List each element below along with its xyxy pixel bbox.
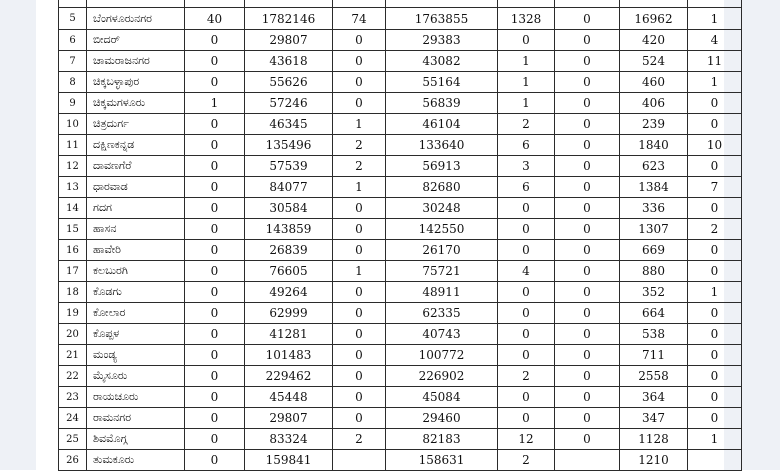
value-cell-4: 29383 xyxy=(386,30,498,51)
table-row xyxy=(59,324,742,345)
value-cell-2: 57246 xyxy=(245,93,333,114)
value-cell-4: 158631 xyxy=(386,450,498,471)
district-name-cell: ಚಿಕ್ಕಬಳ್ಳಾಪುರ xyxy=(87,72,185,93)
value-cell-7: 352 xyxy=(620,282,688,303)
serial-number-cell: 5 xyxy=(59,8,87,30)
viewer-background-left xyxy=(0,0,36,470)
value-cell-1: 0 xyxy=(185,219,245,240)
value-cell-2: 62999 xyxy=(245,303,333,324)
table-row xyxy=(59,387,742,408)
value-cell-7: 336 xyxy=(620,198,688,219)
value-cell-8: 0 xyxy=(688,324,742,345)
value-cell-7: 347 xyxy=(620,408,688,429)
value-cell-1 xyxy=(185,0,245,8)
value-cell-7: 538 xyxy=(620,324,688,345)
value-cell-5: 2 xyxy=(498,366,555,387)
value-cell-1: 0 xyxy=(185,345,245,366)
table-row xyxy=(59,303,742,324)
value-cell-5: 1 xyxy=(498,93,555,114)
district-name-cell: ಮಂಡ್ಯ xyxy=(87,345,185,366)
serial-number-cell: 8 xyxy=(59,72,87,93)
value-cell-7: 1307 xyxy=(620,219,688,240)
value-cell-3: 0 xyxy=(333,93,386,114)
value-cell-1: 0 xyxy=(185,51,245,72)
value-cell-3: 0 xyxy=(333,198,386,219)
value-cell-8: 0 xyxy=(688,387,742,408)
district-name-cell: ಚಿಕ್ಕಮಗಳೂರು xyxy=(87,93,185,114)
district-name-cell: ರಾಯಚೂರು xyxy=(87,387,185,408)
value-cell-8: 1 xyxy=(688,8,742,30)
value-cell-1: 0 xyxy=(185,387,245,408)
district-name-cell: ಹಾವೇರಿ xyxy=(87,240,185,261)
value-cell-4: 1763855 xyxy=(386,8,498,30)
value-cell-8: 0 xyxy=(688,303,742,324)
value-cell-3: 0 xyxy=(333,72,386,93)
value-cell-6: 0 xyxy=(555,30,620,51)
value-cell-6: 0 xyxy=(555,324,620,345)
serial-number-cell: 9 xyxy=(59,93,87,114)
value-cell-3: 2 xyxy=(333,429,386,450)
district-name-cell: ಬೆಂಗಳೂರುನಗರ xyxy=(87,8,185,30)
value-cell-2: 1782146 xyxy=(245,8,333,30)
value-cell-3: 0 xyxy=(333,408,386,429)
value-cell-8: 2 xyxy=(688,219,742,240)
value-cell-4: 45084 xyxy=(386,387,498,408)
table-row xyxy=(59,219,742,240)
serial-number-cell: 14 xyxy=(59,198,87,219)
value-cell-5: 0 xyxy=(498,219,555,240)
district-name-cell xyxy=(87,0,185,8)
value-cell-3: 2 xyxy=(333,156,386,177)
value-cell-6: 0 xyxy=(555,114,620,135)
district-name-cell: ಬೀದರ್ xyxy=(87,30,185,51)
value-cell-2 xyxy=(245,0,333,8)
value-cell-8: 0 xyxy=(688,240,742,261)
district-name-cell: ದಾವಣಗೆರೆ xyxy=(87,156,185,177)
value-cell-7: 669 xyxy=(620,240,688,261)
value-cell-4: 82680 xyxy=(386,177,498,198)
value-cell-1: 0 xyxy=(185,366,245,387)
serial-number-cell: 26 xyxy=(59,450,87,471)
district-name-cell: ಗದಗ xyxy=(87,198,185,219)
value-cell-5: 0 xyxy=(498,198,555,219)
value-cell-7: 711 xyxy=(620,345,688,366)
value-cell-7: 1210 xyxy=(620,450,688,471)
district-name-cell: ರಾಮನಗರ xyxy=(87,408,185,429)
table-row xyxy=(59,135,742,156)
district-name-cell: ಚಿತ್ರದುರ್ಗ xyxy=(87,114,185,135)
value-cell-6: 0 xyxy=(555,219,620,240)
value-cell-2: 55626 xyxy=(245,72,333,93)
value-cell-3: 1 xyxy=(333,261,386,282)
value-cell-2: 45448 xyxy=(245,387,333,408)
value-cell-8: 11 xyxy=(688,51,742,72)
value-cell-8: 0 xyxy=(688,345,742,366)
value-cell-6: 0 xyxy=(555,198,620,219)
value-cell-2: 26839 xyxy=(245,240,333,261)
value-cell-8: 0 xyxy=(688,408,742,429)
value-cell-5 xyxy=(498,0,555,8)
value-cell-2: 29807 xyxy=(245,408,333,429)
value-cell-4: 56913 xyxy=(386,156,498,177)
value-cell-6: 0 xyxy=(555,240,620,261)
value-cell-7: 16962 xyxy=(620,8,688,30)
value-cell-7: 1840 xyxy=(620,135,688,156)
serial-number-cell: 16 xyxy=(59,240,87,261)
value-cell-4: 226902 xyxy=(386,366,498,387)
table-row xyxy=(59,51,742,72)
value-cell-7: 406 xyxy=(620,93,688,114)
value-cell-2: 41281 xyxy=(245,324,333,345)
table-row xyxy=(59,240,742,261)
table-row xyxy=(59,114,742,135)
serial-number-cell: 25 xyxy=(59,429,87,450)
value-cell-6: 0 xyxy=(555,177,620,198)
serial-number-cell: 21 xyxy=(59,345,87,366)
value-cell-8: 7 xyxy=(688,177,742,198)
value-cell-8: 0 xyxy=(688,114,742,135)
value-cell-8 xyxy=(688,450,742,471)
value-cell-1: 0 xyxy=(185,72,245,93)
value-cell-6: 0 xyxy=(555,303,620,324)
value-cell-3: 0 xyxy=(333,30,386,51)
serial-number-cell: 13 xyxy=(59,177,87,198)
value-cell-5: 0 xyxy=(498,408,555,429)
value-cell-6 xyxy=(555,0,620,8)
value-cell-2: 159841 xyxy=(245,450,333,471)
value-cell-7: 364 xyxy=(620,387,688,408)
value-cell-3: 0 xyxy=(333,324,386,345)
value-cell-3: 0 xyxy=(333,240,386,261)
value-cell-5: 2 xyxy=(498,114,555,135)
district-name-cell: ತುಮಕೂರು xyxy=(87,450,185,471)
value-cell-6: 0 xyxy=(555,366,620,387)
value-cell-2: 84077 xyxy=(245,177,333,198)
table-row xyxy=(59,345,742,366)
value-cell-2: 57539 xyxy=(245,156,333,177)
table-row xyxy=(59,177,742,198)
value-cell-7 xyxy=(620,0,688,8)
value-cell-2: 101483 xyxy=(245,345,333,366)
table-row xyxy=(59,408,742,429)
value-cell-2: 43618 xyxy=(245,51,333,72)
value-cell-4: 48911 xyxy=(386,282,498,303)
serial-number-cell: 23 xyxy=(59,387,87,408)
value-cell-5: 6 xyxy=(498,177,555,198)
value-cell-4: 29460 xyxy=(386,408,498,429)
value-cell-2: 49264 xyxy=(245,282,333,303)
district-covid-table-sheet xyxy=(58,0,742,471)
value-cell-6: 0 xyxy=(555,135,620,156)
value-cell-1: 0 xyxy=(185,135,245,156)
value-cell-2: 76605 xyxy=(245,261,333,282)
value-cell-8: 0 xyxy=(688,93,742,114)
value-cell-6: 0 xyxy=(555,93,620,114)
table-row xyxy=(59,0,742,8)
table-row xyxy=(59,366,742,387)
value-cell-3: 0 xyxy=(333,303,386,324)
value-cell-6: 0 xyxy=(555,429,620,450)
value-cell-1: 40 xyxy=(185,8,245,30)
value-cell-4: 46104 xyxy=(386,114,498,135)
value-cell-4: 82183 xyxy=(386,429,498,450)
value-cell-6: 0 xyxy=(555,408,620,429)
value-cell-7: 2558 xyxy=(620,366,688,387)
value-cell-3: 0 xyxy=(333,282,386,303)
value-cell-7: 524 xyxy=(620,51,688,72)
value-cell-2: 135496 xyxy=(245,135,333,156)
value-cell-2: 29807 xyxy=(245,30,333,51)
district-name-cell: ಕೊಡಗು xyxy=(87,282,185,303)
table-row xyxy=(59,198,742,219)
value-cell-5: 1 xyxy=(498,51,555,72)
value-cell-2: 46345 xyxy=(245,114,333,135)
table-row xyxy=(59,30,742,51)
serial-number-cell: 20 xyxy=(59,324,87,345)
value-cell-5: 0 xyxy=(498,387,555,408)
value-cell-3: 0 xyxy=(333,366,386,387)
value-cell-7: 460 xyxy=(620,72,688,93)
table-row xyxy=(59,282,742,303)
value-cell-7: 664 xyxy=(620,303,688,324)
value-cell-5: 2 xyxy=(498,450,555,471)
value-cell-2: 229462 xyxy=(245,366,333,387)
value-cell-4: 55164 xyxy=(386,72,498,93)
value-cell-5: 0 xyxy=(498,345,555,366)
district-name-cell: ಕೋಲಾರ xyxy=(87,303,185,324)
value-cell-5: 0 xyxy=(498,303,555,324)
value-cell-2: 30584 xyxy=(245,198,333,219)
value-cell-8: 0 xyxy=(688,261,742,282)
value-cell-8 xyxy=(688,0,742,8)
value-cell-4: 56839 xyxy=(386,93,498,114)
value-cell-5: 0 xyxy=(498,240,555,261)
table-row xyxy=(59,93,742,114)
value-cell-5: 6 xyxy=(498,135,555,156)
value-cell-1: 0 xyxy=(185,429,245,450)
value-cell-4: 142550 xyxy=(386,219,498,240)
serial-number-cell: 18 xyxy=(59,282,87,303)
value-cell-4: 30248 xyxy=(386,198,498,219)
value-cell-5: 0 xyxy=(498,30,555,51)
value-cell-3: 74 xyxy=(333,8,386,30)
value-cell-3: 0 xyxy=(333,387,386,408)
value-cell-6: 0 xyxy=(555,345,620,366)
value-cell-5: 12 xyxy=(498,429,555,450)
value-cell-3: 0 xyxy=(333,51,386,72)
value-cell-1: 0 xyxy=(185,324,245,345)
value-cell-3 xyxy=(333,450,386,471)
table-row xyxy=(59,429,742,450)
serial-number-cell: 12 xyxy=(59,156,87,177)
district-name-cell: ಶಿವಮೊಗ್ಗ xyxy=(87,429,185,450)
value-cell-3: 1 xyxy=(333,177,386,198)
value-cell-4: 62335 xyxy=(386,303,498,324)
value-cell-4: 75721 xyxy=(386,261,498,282)
district-name-cell: ಚಾಮರಾಜನಗರ xyxy=(87,51,185,72)
value-cell-3: 1 xyxy=(333,114,386,135)
value-cell-1: 0 xyxy=(185,156,245,177)
value-cell-2: 83324 xyxy=(245,429,333,450)
value-cell-4: 100772 xyxy=(386,345,498,366)
value-cell-8: 1 xyxy=(688,72,742,93)
value-cell-4: 40743 xyxy=(386,324,498,345)
value-cell-1: 0 xyxy=(185,282,245,303)
table-row xyxy=(59,156,742,177)
value-cell-7: 623 xyxy=(620,156,688,177)
serial-number-cell: 22 xyxy=(59,366,87,387)
value-cell-6: 0 xyxy=(555,387,620,408)
table-body xyxy=(59,0,742,471)
serial-number-cell: 15 xyxy=(59,219,87,240)
serial-number-cell xyxy=(59,0,87,8)
value-cell-1: 1 xyxy=(185,93,245,114)
value-cell-7: 239 xyxy=(620,114,688,135)
serial-number-cell: 6 xyxy=(59,30,87,51)
value-cell-8: 1 xyxy=(688,429,742,450)
value-cell-1: 0 xyxy=(185,114,245,135)
value-cell-6: 0 xyxy=(555,156,620,177)
serial-number-cell: 10 xyxy=(59,114,87,135)
value-cell-6: 0 xyxy=(555,261,620,282)
value-cell-7: 420 xyxy=(620,30,688,51)
value-cell-3: 2 xyxy=(333,135,386,156)
value-cell-1: 0 xyxy=(185,408,245,429)
value-cell-8: 4 xyxy=(688,30,742,51)
value-cell-3: 0 xyxy=(333,219,386,240)
serial-number-cell: 11 xyxy=(59,135,87,156)
serial-number-cell: 17 xyxy=(59,261,87,282)
value-cell-8: 0 xyxy=(688,198,742,219)
serial-number-cell: 19 xyxy=(59,303,87,324)
district-name-cell: ಕೊಪ್ಪಳ xyxy=(87,324,185,345)
value-cell-5: 0 xyxy=(498,282,555,303)
value-cell-4: 133640 xyxy=(386,135,498,156)
value-cell-7: 1128 xyxy=(620,429,688,450)
district-name-cell: ಧಾರವಾಡ xyxy=(87,177,185,198)
value-cell-3: 0 xyxy=(333,345,386,366)
value-cell-7: 880 xyxy=(620,261,688,282)
value-cell-5: 0 xyxy=(498,324,555,345)
value-cell-1: 0 xyxy=(185,198,245,219)
value-cell-5: 3 xyxy=(498,156,555,177)
value-cell-6: 0 xyxy=(555,51,620,72)
value-cell-1: 0 xyxy=(185,177,245,198)
district-data-table xyxy=(58,0,742,471)
value-cell-5: 1 xyxy=(498,72,555,93)
value-cell-3 xyxy=(333,0,386,8)
value-cell-4: 26170 xyxy=(386,240,498,261)
district-name-cell: ದಕ್ಷಿಣಕನ್ನಡ xyxy=(87,135,185,156)
district-name-cell: ಕಲಬುರಗಿ xyxy=(87,261,185,282)
value-cell-1: 0 xyxy=(185,450,245,471)
value-cell-1: 0 xyxy=(185,303,245,324)
value-cell-5: 1328 xyxy=(498,8,555,30)
value-cell-6: 0 xyxy=(555,8,620,30)
value-cell-8: 0 xyxy=(688,366,742,387)
value-cell-4 xyxy=(386,0,498,8)
value-cell-4: 43082 xyxy=(386,51,498,72)
value-cell-1: 0 xyxy=(185,30,245,51)
value-cell-8: 1 xyxy=(688,282,742,303)
table-row xyxy=(59,261,742,282)
serial-number-cell: 7 xyxy=(59,51,87,72)
value-cell-6 xyxy=(555,450,620,471)
value-cell-6: 0 xyxy=(555,72,620,93)
district-name-cell: ಹಾಸನ xyxy=(87,219,185,240)
value-cell-1: 0 xyxy=(185,261,245,282)
value-cell-7: 1384 xyxy=(620,177,688,198)
table-row xyxy=(59,8,742,30)
value-cell-6: 0 xyxy=(555,282,620,303)
value-cell-8: 0 xyxy=(688,156,742,177)
table-row xyxy=(59,72,742,93)
district-name-cell: ಮೈಸೂರು xyxy=(87,366,185,387)
value-cell-1: 0 xyxy=(185,240,245,261)
value-cell-5: 4 xyxy=(498,261,555,282)
table-row xyxy=(59,450,742,471)
value-cell-8: 10 xyxy=(688,135,742,156)
serial-number-cell: 24 xyxy=(59,408,87,429)
value-cell-2: 143859 xyxy=(245,219,333,240)
